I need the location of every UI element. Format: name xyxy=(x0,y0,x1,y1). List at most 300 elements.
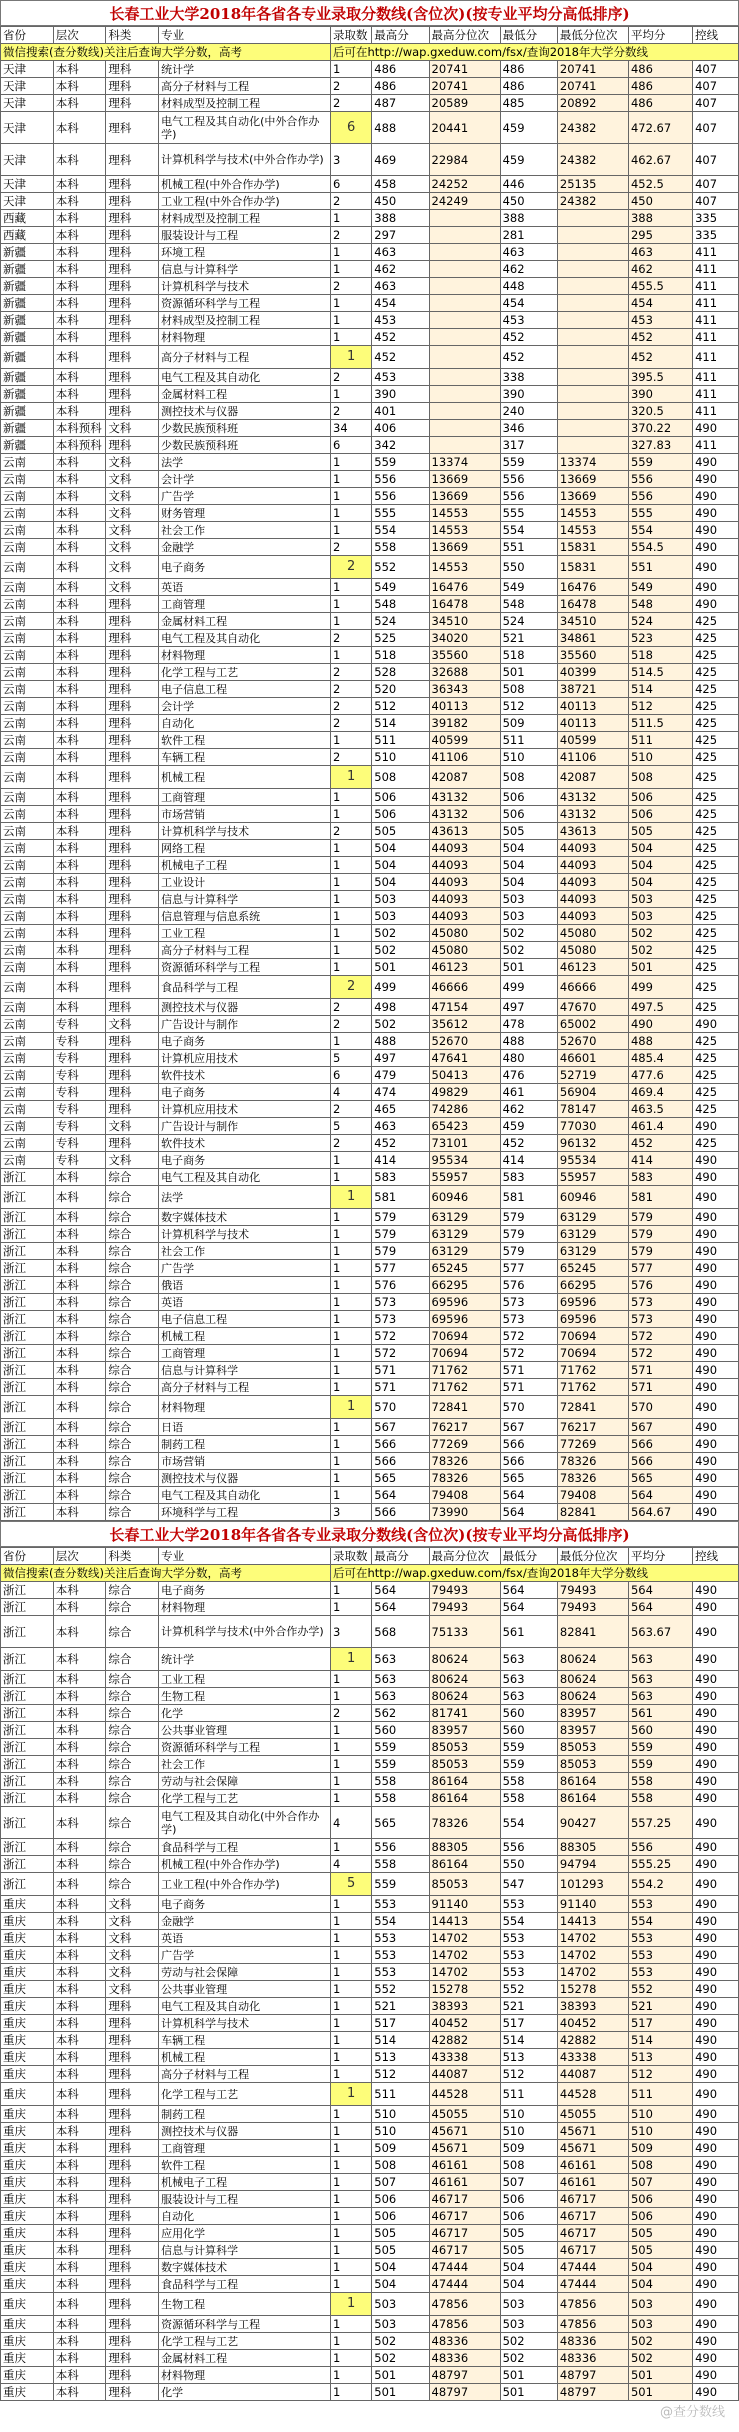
avg-score: 452 xyxy=(628,346,692,369)
max-score: 562 xyxy=(372,1705,429,1722)
level: 本科 xyxy=(53,95,106,112)
province: 云南 xyxy=(1,925,54,942)
control-line: 335 xyxy=(693,227,739,244)
table-row xyxy=(1,1294,739,1311)
column-header: 录取数 xyxy=(331,27,372,44)
avg-score: 579 xyxy=(628,1209,692,1226)
min-score: 485 xyxy=(500,95,557,112)
control-line: 425 xyxy=(693,732,739,749)
province: 云南 xyxy=(1,823,54,840)
min-rank: 48797 xyxy=(557,2367,628,2384)
control-line: 490 xyxy=(693,1896,739,1913)
max-score: 514 xyxy=(372,2032,429,2049)
min-score: 512 xyxy=(500,2066,557,2083)
level: 本科 xyxy=(53,278,106,295)
max-rank: 35612 xyxy=(429,1016,500,1033)
category: 综合 xyxy=(106,1582,159,1599)
major: 高分子材料与工程 xyxy=(159,1379,331,1396)
max-rank: 85053 xyxy=(429,1756,500,1773)
count: 1 xyxy=(331,1947,372,1964)
table-row xyxy=(1,278,739,295)
count: 1 xyxy=(331,1294,372,1311)
table-row xyxy=(1,1470,739,1487)
category: 理科 xyxy=(106,857,159,874)
count: 3 xyxy=(331,144,372,176)
major: 材料物理 xyxy=(159,647,331,664)
table-row xyxy=(1,1773,739,1790)
major: 计算机科学与技术 xyxy=(159,823,331,840)
min-rank: 13669 xyxy=(557,471,628,488)
avg-score: 554.2 xyxy=(628,1873,692,1896)
table-row xyxy=(1,613,739,630)
major: 机械电子工程 xyxy=(159,2174,331,2191)
min-rank: 43613 xyxy=(557,823,628,840)
min-rank: 20892 xyxy=(557,95,628,112)
major: 电子商务 xyxy=(159,1033,331,1050)
max-score: 558 xyxy=(372,1773,429,1790)
category: 理科 xyxy=(106,369,159,386)
major: 机械工程 xyxy=(159,766,331,789)
province: 浙江 xyxy=(1,1688,54,1705)
count: 2 xyxy=(331,227,372,244)
category: 理科 xyxy=(106,2157,159,2174)
major: 少数民族预科班 xyxy=(159,420,331,437)
table-row xyxy=(1,420,739,437)
major: 资源循环科学与工程 xyxy=(159,1739,331,1756)
level: 本科 xyxy=(53,1294,106,1311)
max-score: 568 xyxy=(372,1616,429,1648)
category: 理科 xyxy=(106,78,159,95)
control-line: 425 xyxy=(693,1050,739,1067)
major: 食品科学与工程 xyxy=(159,2276,331,2293)
level: 本科 xyxy=(53,244,106,261)
table-row xyxy=(1,766,739,789)
avg-score: 560 xyxy=(628,1722,692,1739)
min-rank: 48797 xyxy=(557,2384,628,2401)
max-rank: 65245 xyxy=(429,1260,500,1277)
major: 机械电子工程 xyxy=(159,857,331,874)
max-score: 507 xyxy=(372,2174,429,2191)
major: 化学工程与工艺 xyxy=(159,2083,331,2106)
count: 1 xyxy=(331,312,372,329)
min-score: 503 xyxy=(500,891,557,908)
count: 1 xyxy=(331,1722,372,1739)
level: 本科 xyxy=(53,1947,106,1964)
avg-score: 510 xyxy=(628,2123,692,2140)
min-rank: 43132 xyxy=(557,806,628,823)
table-row xyxy=(1,732,739,749)
avg-score: 503 xyxy=(628,891,692,908)
major: 高分子材料与工程 xyxy=(159,78,331,95)
major: 电气工程及其自动化 xyxy=(159,1169,331,1186)
avg-score: 514 xyxy=(628,681,692,698)
max-score: 452 xyxy=(372,346,429,369)
min-rank: 16476 xyxy=(557,579,628,596)
category: 综合 xyxy=(106,1705,159,1722)
category: 文科 xyxy=(106,1152,159,1169)
count: 1 xyxy=(331,261,372,278)
min-score: 506 xyxy=(500,2191,557,2208)
max-rank: 60946 xyxy=(429,1186,500,1209)
major: 服装设计与工程 xyxy=(159,227,331,244)
max-rank: 16478 xyxy=(429,596,500,613)
max-score: 559 xyxy=(372,1756,429,1773)
category: 理科 xyxy=(106,2242,159,2259)
max-rank: 38393 xyxy=(429,1998,500,2015)
level: 本科 xyxy=(53,329,106,346)
table-row xyxy=(1,346,739,369)
category: 综合 xyxy=(106,1453,159,1470)
header-row xyxy=(1,27,739,44)
min-rank: 79493 xyxy=(557,1582,628,1599)
control-line: 490 xyxy=(693,1470,739,1487)
avg-score: 554 xyxy=(628,1913,692,1930)
province: 天津 xyxy=(1,176,54,193)
max-rank: 45080 xyxy=(429,942,500,959)
min-score: 509 xyxy=(500,715,557,732)
max-score: 563 xyxy=(372,1671,429,1688)
table-row xyxy=(1,1118,739,1135)
max-rank: 44093 xyxy=(429,840,500,857)
min-rank: 65245 xyxy=(557,1260,628,1277)
max-score: 576 xyxy=(372,1277,429,1294)
control-line: 490 xyxy=(693,1947,739,1964)
min-rank: 35560 xyxy=(557,647,628,664)
major: 材料物理 xyxy=(159,1599,331,1616)
major: 材料成型及控制工程 xyxy=(159,210,331,227)
min-rank: 77030 xyxy=(557,1118,628,1135)
count: 1 xyxy=(331,454,372,471)
table-row xyxy=(1,681,739,698)
min-rank: 42882 xyxy=(557,2032,628,2049)
table-row xyxy=(1,999,739,1016)
avg-score: 461.4 xyxy=(628,1118,692,1135)
min-rank: 47444 xyxy=(557,2259,628,2276)
level: 本科 xyxy=(53,2276,106,2293)
count: 1 xyxy=(331,1277,372,1294)
control-line: 490 xyxy=(693,2367,739,2384)
max-score: 549 xyxy=(372,579,429,596)
min-score: 446 xyxy=(500,176,557,193)
province: 浙江 xyxy=(1,1671,54,1688)
column-header: 最高分位次 xyxy=(429,1548,500,1565)
max-rank: 32688 xyxy=(429,664,500,681)
control-line: 490 xyxy=(693,2333,739,2350)
level: 本科 xyxy=(53,1436,106,1453)
level: 本科 xyxy=(53,1311,106,1328)
level: 本科 xyxy=(53,1773,106,1790)
major: 俄语 xyxy=(159,1277,331,1294)
count: 1 xyxy=(331,61,372,78)
category: 理科 xyxy=(106,2350,159,2367)
level: 本科 xyxy=(53,1930,106,1947)
province: 重庆 xyxy=(1,2350,54,2367)
table-row xyxy=(1,698,739,715)
table-row xyxy=(1,1067,739,1084)
category: 综合 xyxy=(106,1773,159,1790)
max-rank: 44093 xyxy=(429,874,500,891)
count: 1 xyxy=(331,1033,372,1050)
province: 云南 xyxy=(1,1050,54,1067)
max-score: 553 xyxy=(372,1896,429,1913)
min-score: 448 xyxy=(500,278,557,295)
province: 云南 xyxy=(1,874,54,891)
control-line: 490 xyxy=(693,2174,739,2191)
max-score: 558 xyxy=(372,539,429,556)
level: 本科 xyxy=(53,613,106,630)
count: 1 xyxy=(331,1913,372,1930)
control-line: 425 xyxy=(693,874,739,891)
count: 1 xyxy=(331,789,372,806)
control-line: 490 xyxy=(693,1453,739,1470)
control-line: 490 xyxy=(693,2015,739,2032)
major: 制药工程 xyxy=(159,1436,331,1453)
control-line: 425 xyxy=(693,942,739,959)
max-score: 487 xyxy=(372,95,429,112)
level: 本科 xyxy=(53,471,106,488)
avg-score: 497.5 xyxy=(628,999,692,1016)
level: 本科 xyxy=(53,1856,106,1873)
table-row xyxy=(1,823,739,840)
province: 浙江 xyxy=(1,1504,54,1521)
province: 云南 xyxy=(1,647,54,664)
category: 理科 xyxy=(106,2259,159,2276)
min-score: 509 xyxy=(500,2140,557,2157)
control-line: 490 xyxy=(693,505,739,522)
promo-text-right: 后可在http://wap.gxeduw.com/fsx/查询2018年大学分数线 xyxy=(331,44,739,61)
count: 1 xyxy=(331,2123,372,2140)
category: 理科 xyxy=(106,2066,159,2083)
min-score: 505 xyxy=(500,823,557,840)
max-rank: 46717 xyxy=(429,2242,500,2259)
avg-score: 512 xyxy=(628,2066,692,2083)
table-row xyxy=(1,942,739,959)
max-rank: 72841 xyxy=(429,1396,500,1419)
max-rank: 20441 xyxy=(429,112,500,144)
max-score: 514 xyxy=(372,715,429,732)
major: 测控技术与仪器 xyxy=(159,2123,331,2140)
level: 本科 xyxy=(53,823,106,840)
avg-score: 510 xyxy=(628,749,692,766)
min-rank: 46717 xyxy=(557,2242,628,2259)
avg-score: 518 xyxy=(628,647,692,664)
province: 云南 xyxy=(1,664,54,681)
category: 理科 xyxy=(106,823,159,840)
min-rank: 44528 xyxy=(557,2083,628,2106)
level: 本科 xyxy=(53,78,106,95)
province: 云南 xyxy=(1,806,54,823)
admission-table-part2 xyxy=(0,1547,739,2401)
level: 本科 xyxy=(53,1277,106,1294)
column-header: 省份 xyxy=(1,1548,54,1565)
control-line: 425 xyxy=(693,959,739,976)
major: 资源循环科学与工程 xyxy=(159,959,331,976)
category: 综合 xyxy=(106,1209,159,1226)
avg-score: 564 xyxy=(628,1599,692,1616)
min-score: 452 xyxy=(500,329,557,346)
min-score: 549 xyxy=(500,579,557,596)
column-header: 科类 xyxy=(106,27,159,44)
min-score: 488 xyxy=(500,1033,557,1050)
province: 云南 xyxy=(1,908,54,925)
count: 2 xyxy=(331,369,372,386)
province: 浙江 xyxy=(1,1294,54,1311)
count: 1 xyxy=(331,1226,372,1243)
avg-score: 502 xyxy=(628,942,692,959)
min-score: 504 xyxy=(500,2276,557,2293)
min-score: 501 xyxy=(500,2367,557,2384)
province: 浙江 xyxy=(1,1209,54,1226)
column-header: 专业 xyxy=(159,27,331,44)
min-rank: 14553 xyxy=(557,505,628,522)
avg-score: 499 xyxy=(628,976,692,999)
level: 本科 xyxy=(53,2083,106,2106)
max-score: 401 xyxy=(372,403,429,420)
count: 1 xyxy=(331,2276,372,2293)
province: 浙江 xyxy=(1,1739,54,1756)
count: 1 xyxy=(331,1998,372,2015)
table-row xyxy=(1,386,739,403)
min-rank xyxy=(557,403,628,420)
province: 重庆 xyxy=(1,2276,54,2293)
table-row xyxy=(1,2049,739,2066)
max-score: 566 xyxy=(372,1453,429,1470)
major: 广告学 xyxy=(159,488,331,505)
control-line: 490 xyxy=(693,1856,739,1873)
table-row xyxy=(1,2123,739,2140)
control-line: 490 xyxy=(693,1739,739,1756)
max-rank: 24252 xyxy=(429,176,500,193)
major: 计算机科学与技术(中外合作办学) xyxy=(159,1616,331,1648)
count: 1 xyxy=(331,2140,372,2157)
max-score: 474 xyxy=(372,1084,429,1101)
level: 本科 xyxy=(53,2350,106,2367)
control-line: 411 xyxy=(693,329,739,346)
table-title-repeat: 长春工业大学2018年各省各专业录取分数线(含位次)(按专业平均分高低排序) xyxy=(0,1521,739,1547)
table-row xyxy=(1,874,739,891)
table-row xyxy=(1,1345,739,1362)
min-score: 514 xyxy=(500,2032,557,2049)
category: 理科 xyxy=(106,664,159,681)
control-line: 490 xyxy=(693,1277,739,1294)
level: 本科 xyxy=(53,386,106,403)
count: 1 xyxy=(331,2242,372,2259)
level: 本科 xyxy=(53,1470,106,1487)
min-rank: 24382 xyxy=(557,144,628,176)
control-line: 425 xyxy=(693,1033,739,1050)
column-header: 科类 xyxy=(106,1548,159,1565)
province: 云南 xyxy=(1,1084,54,1101)
column-header: 最低分 xyxy=(500,1548,557,1565)
category: 理科 xyxy=(106,806,159,823)
promo-text-left: 微信搜索(查分数线)关注后查询大学分数，高考 xyxy=(1,1565,331,1582)
province: 重庆 xyxy=(1,2225,54,2242)
max-rank: 75133 xyxy=(429,1616,500,1648)
category: 理科 xyxy=(106,2083,159,2106)
avg-score: 503 xyxy=(628,908,692,925)
table-row xyxy=(1,1209,739,1226)
min-rank: 88305 xyxy=(557,1839,628,1856)
max-score: 506 xyxy=(372,2208,429,2225)
min-rank: 38393 xyxy=(557,1998,628,2015)
min-score: 510 xyxy=(500,749,557,766)
min-score: 388 xyxy=(500,210,557,227)
avg-score: 508 xyxy=(628,766,692,789)
category: 理科 xyxy=(106,2293,159,2316)
control-line: 490 xyxy=(693,2191,739,2208)
category: 文科 xyxy=(106,556,159,579)
level: 本科 xyxy=(53,1839,106,1856)
avg-score: 510 xyxy=(628,2106,692,2123)
min-score: 579 xyxy=(500,1226,557,1243)
province: 浙江 xyxy=(1,1345,54,1362)
category: 综合 xyxy=(106,1688,159,1705)
level: 本科 xyxy=(53,61,106,78)
table-row xyxy=(1,454,739,471)
max-rank: 46717 xyxy=(429,2191,500,2208)
control-line: 490 xyxy=(693,2225,739,2242)
category: 理科 xyxy=(106,2225,159,2242)
count: 1 xyxy=(331,2316,372,2333)
max-score: 454 xyxy=(372,295,429,312)
category: 综合 xyxy=(106,1839,159,1856)
min-rank: 34510 xyxy=(557,613,628,630)
major: 信息与计算科学 xyxy=(159,2242,331,2259)
avg-score: 548 xyxy=(628,596,692,613)
max-rank: 79408 xyxy=(429,1487,500,1504)
max-score: 479 xyxy=(372,1067,429,1084)
min-rank: 13669 xyxy=(557,488,628,505)
table-row xyxy=(1,840,739,857)
avg-score: 463.5 xyxy=(628,1101,692,1118)
major: 应用化学 xyxy=(159,2225,331,2242)
province: 浙江 xyxy=(1,1362,54,1379)
max-rank: 40452 xyxy=(429,2015,500,2032)
max-score: 521 xyxy=(372,1998,429,2015)
min-rank: 45080 xyxy=(557,925,628,942)
category: 理科 xyxy=(106,1101,159,1118)
count: 1 xyxy=(331,2333,372,2350)
category: 理科 xyxy=(106,329,159,346)
avg-score: 501 xyxy=(628,2384,692,2401)
max-rank: 13669 xyxy=(429,488,500,505)
max-score: 463 xyxy=(372,244,429,261)
table-row xyxy=(1,488,739,505)
max-score: 518 xyxy=(372,647,429,664)
min-rank: 63129 xyxy=(557,1209,628,1226)
avg-score: 501 xyxy=(628,2367,692,2384)
control-line: 490 xyxy=(693,2350,739,2367)
level: 本科 xyxy=(53,1419,106,1436)
table-row xyxy=(1,1152,739,1169)
min-rank xyxy=(557,386,628,403)
category: 文科 xyxy=(106,1964,159,1981)
max-score: 556 xyxy=(372,1839,429,1856)
major: 工业工程 xyxy=(159,1671,331,1688)
min-rank: 14702 xyxy=(557,1964,628,1981)
table-row xyxy=(1,1705,739,1722)
min-score: 281 xyxy=(500,227,557,244)
avg-score: 486 xyxy=(628,78,692,95)
control-line: 490 xyxy=(693,2140,739,2157)
max-score: 564 xyxy=(372,1599,429,1616)
min-rank: 43338 xyxy=(557,2049,628,2066)
control-line: 490 xyxy=(693,488,739,505)
category: 理科 xyxy=(106,403,159,420)
category: 综合 xyxy=(106,1345,159,1362)
min-score: 555 xyxy=(500,505,557,522)
major: 软件工程 xyxy=(159,732,331,749)
